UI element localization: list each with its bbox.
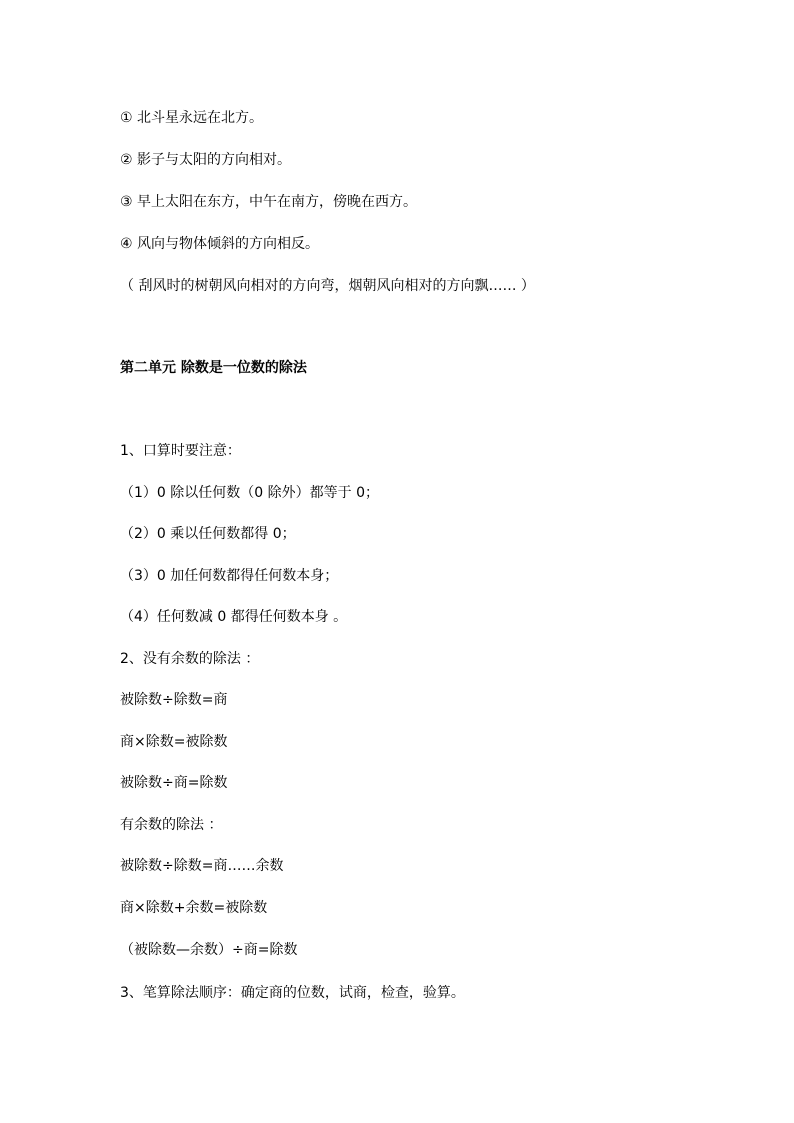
fact-note: （ 刮风时的树朝风向相对的方向弯，烟朝风向相对的方向飘…… ） (120, 278, 535, 294)
unit-title: 第二单元 除数是一位数的除法 (120, 360, 307, 376)
mental-math-rule-3: （3）0 加任何数都得任何数本身； (120, 568, 339, 584)
with-remainder-formula-1: 被除数÷除数=商……余数 (120, 858, 284, 874)
with-remainder-heading: 有余数的除法 ： (120, 817, 223, 833)
fact-3: ③ 早上太阳在东方，中午在南方，傍晚在西方。 (120, 194, 417, 210)
with-remainder-formula-2: 商×除数+余数=被除数 (120, 900, 268, 916)
no-remainder-heading: 2、没有余数的除法 ： (120, 651, 260, 667)
mental-math-rule-1: （1）0 除以任何数（0 除外）都等于 0； (120, 485, 379, 501)
no-remainder-formula-3: 被除数÷商=除数 (120, 775, 228, 791)
fact-2: ② 影子与太阳的方向相对。 (120, 152, 292, 168)
mental-math-heading: 1、口算时要注意： (120, 443, 241, 459)
no-remainder-formula-2: 商×除数=被除数 (120, 734, 228, 750)
fact-1: ① 北斗星永远在北方。 (120, 110, 264, 126)
written-division-order: 3、笔算除法顺序：确定商的位数，试商，检查，验算。 (120, 985, 465, 1001)
mental-math-rule-2: （2）0 乘以任何数都得 0； (120, 526, 296, 542)
fact-4: ④ 风向与物体倾斜的方向相反。 (120, 236, 320, 252)
with-remainder-formula-3: （被除数—余数）÷商=除数 (120, 942, 298, 958)
no-remainder-formula-1: 被除数÷除数=商 (120, 692, 228, 708)
mental-math-rule-4: （4）任何数减 0 都得任何数本身 。 (120, 609, 348, 625)
